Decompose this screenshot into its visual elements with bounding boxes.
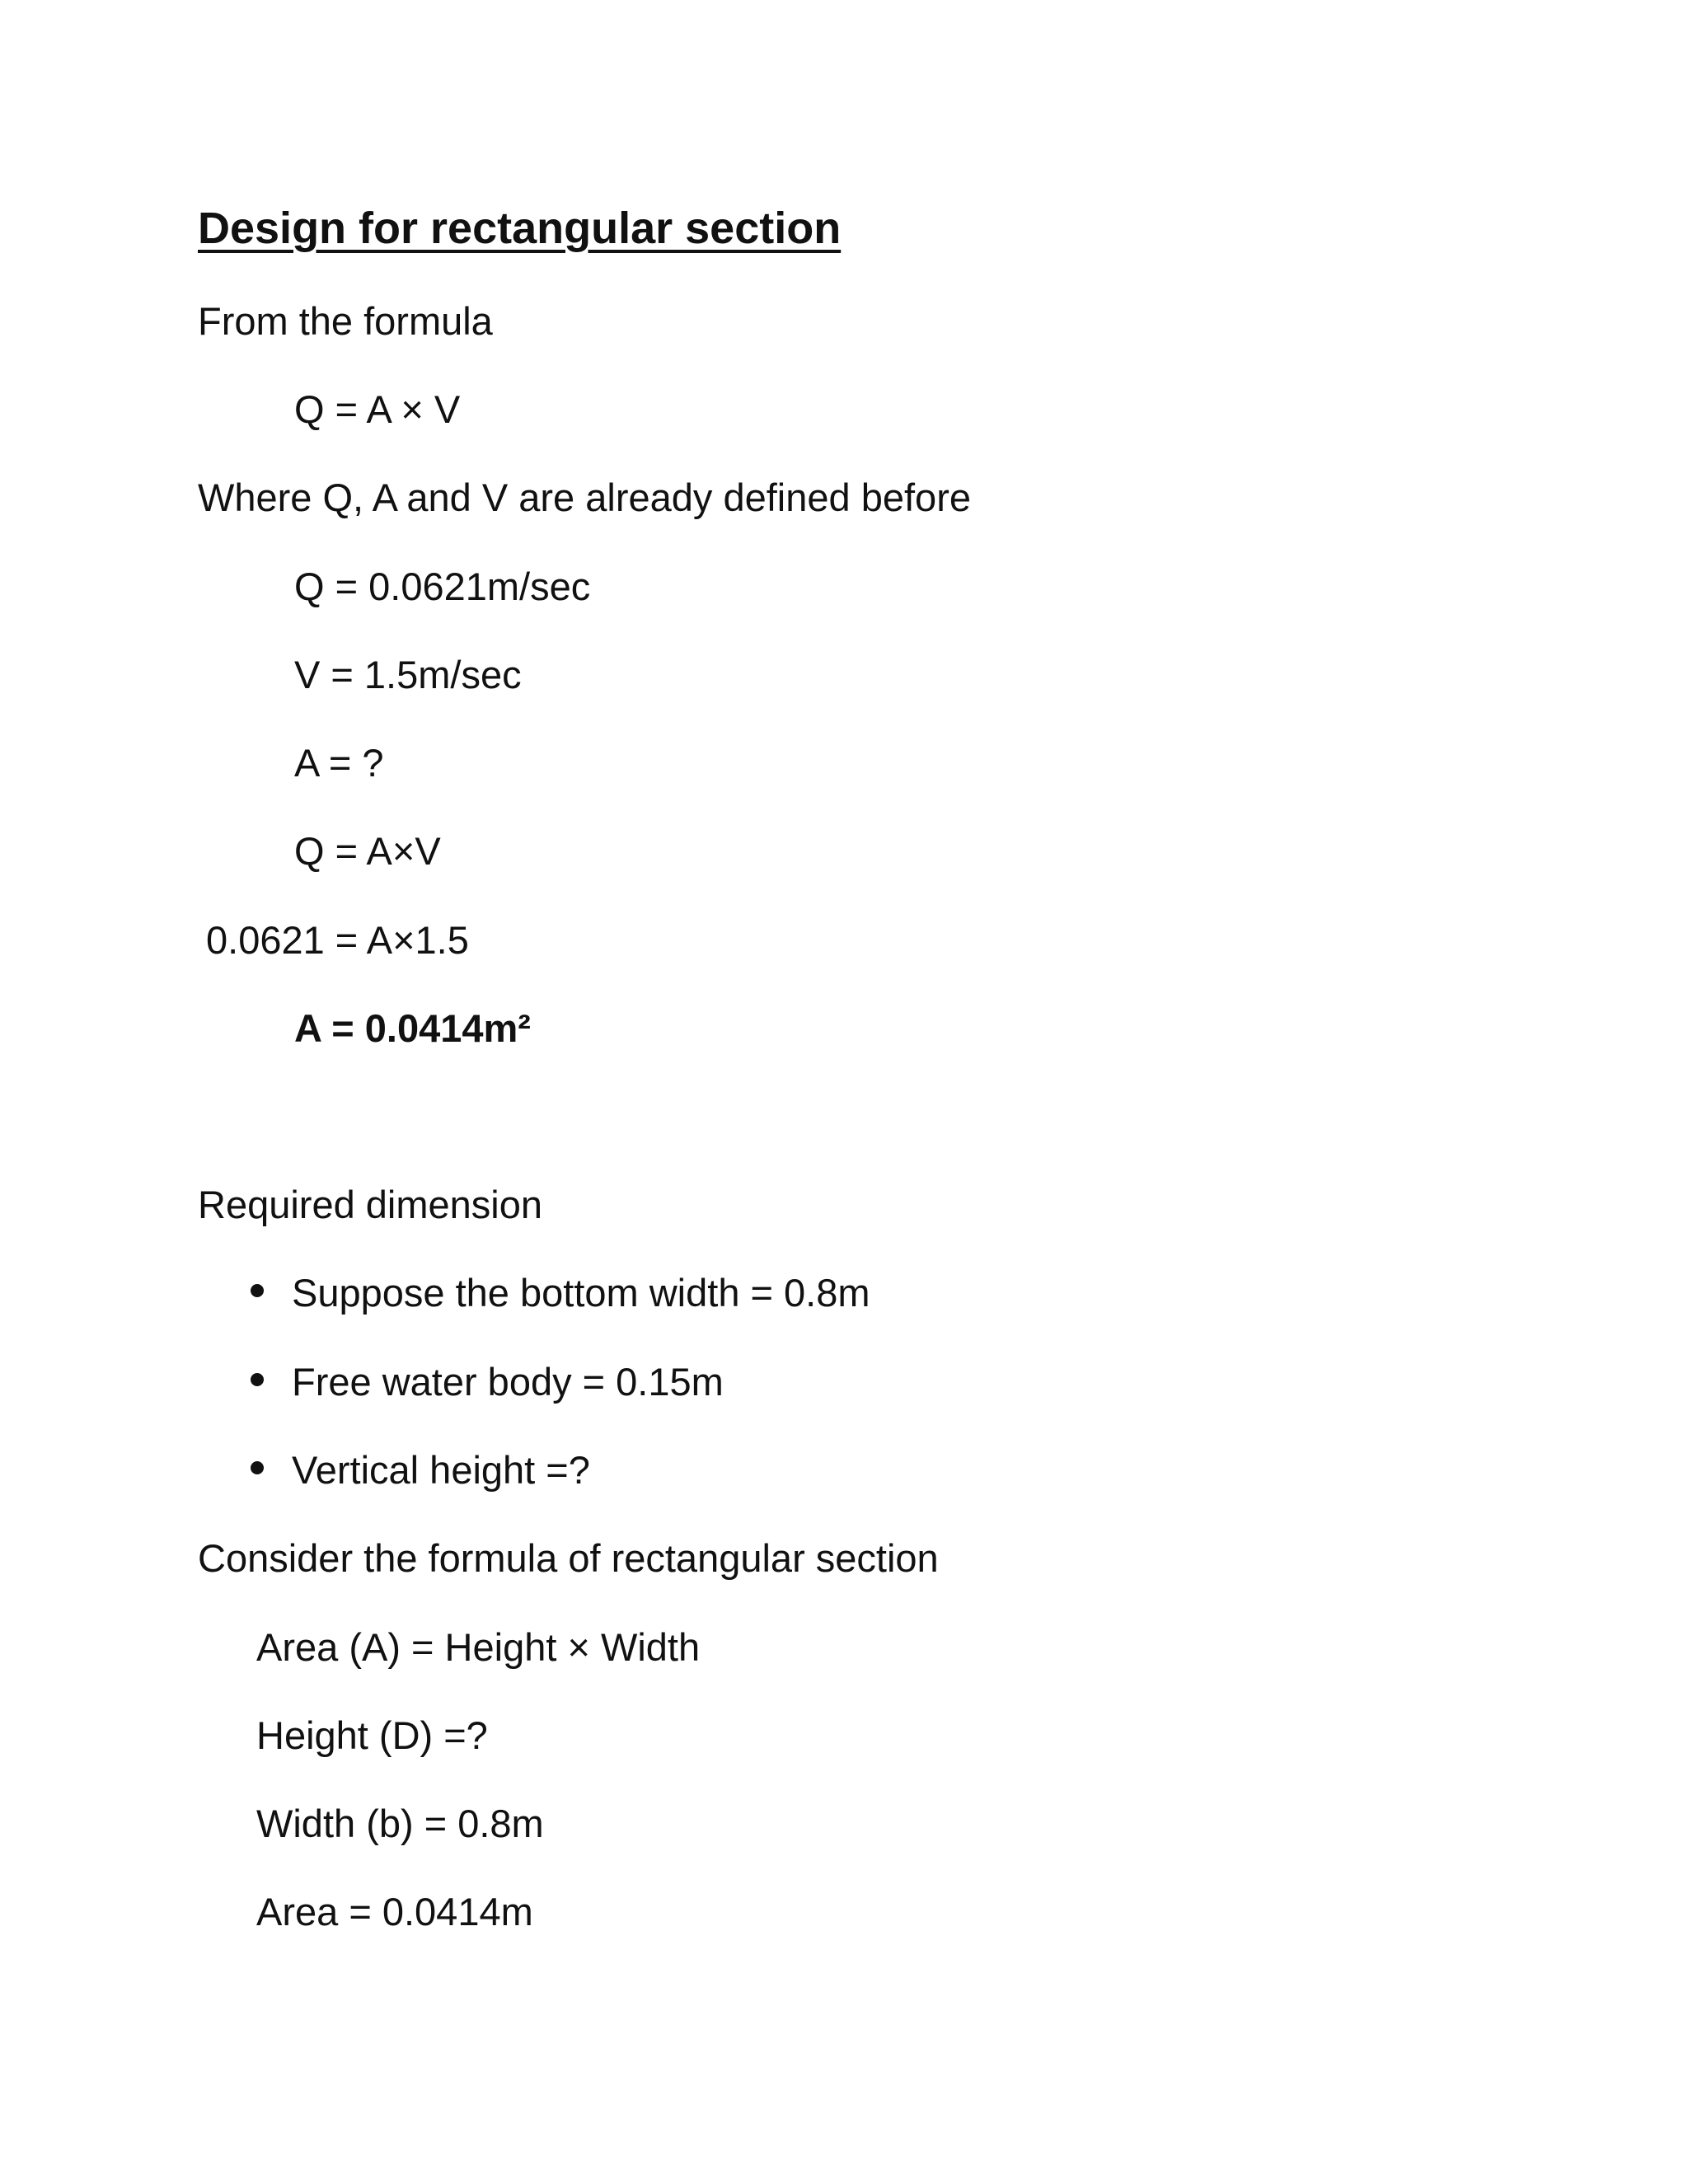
page-title: Design for rectangular section — [198, 204, 842, 253]
required-dimension-heading: Required dimension — [198, 1183, 543, 1226]
height-unknown: Height (D) =? — [256, 1713, 488, 1757]
formula-repeat: Q = A×V — [294, 829, 441, 873]
area-formula: Area (A) = Height × Width — [256, 1625, 701, 1669]
given-discharge: Q = 0.0621m/sec — [294, 565, 591, 608]
bullet-text: Suppose the bottom width = 0.8m — [292, 1271, 870, 1315]
bullet-icon — [251, 1461, 264, 1474]
bullet-text: Vertical height =? — [292, 1448, 590, 1492]
area-result: A = 0.0414m² — [294, 1006, 531, 1050]
bullet-text: Free water body = 0.15m — [292, 1360, 724, 1404]
given-velocity: V = 1.5m/sec — [294, 653, 522, 696]
intro-text: From the formula — [198, 299, 493, 343]
consider-formula-text: Consider the formula of rectangular section — [198, 1536, 939, 1580]
bullet-icon — [251, 1284, 264, 1297]
where-definition-text: Where Q, A and V are already defined before — [198, 476, 971, 519]
area-value: Area = 0.0414m — [256, 1890, 533, 1933]
width-value: Width (b) = 0.8m — [256, 1802, 544, 1845]
unknown-area: A = ? — [294, 741, 384, 785]
substitution-step: 0.0621 = A×1.5 — [206, 918, 469, 962]
formula-q-equals-a-times-v: Q = A × V — [294, 387, 461, 431]
bullet-icon — [251, 1373, 264, 1386]
